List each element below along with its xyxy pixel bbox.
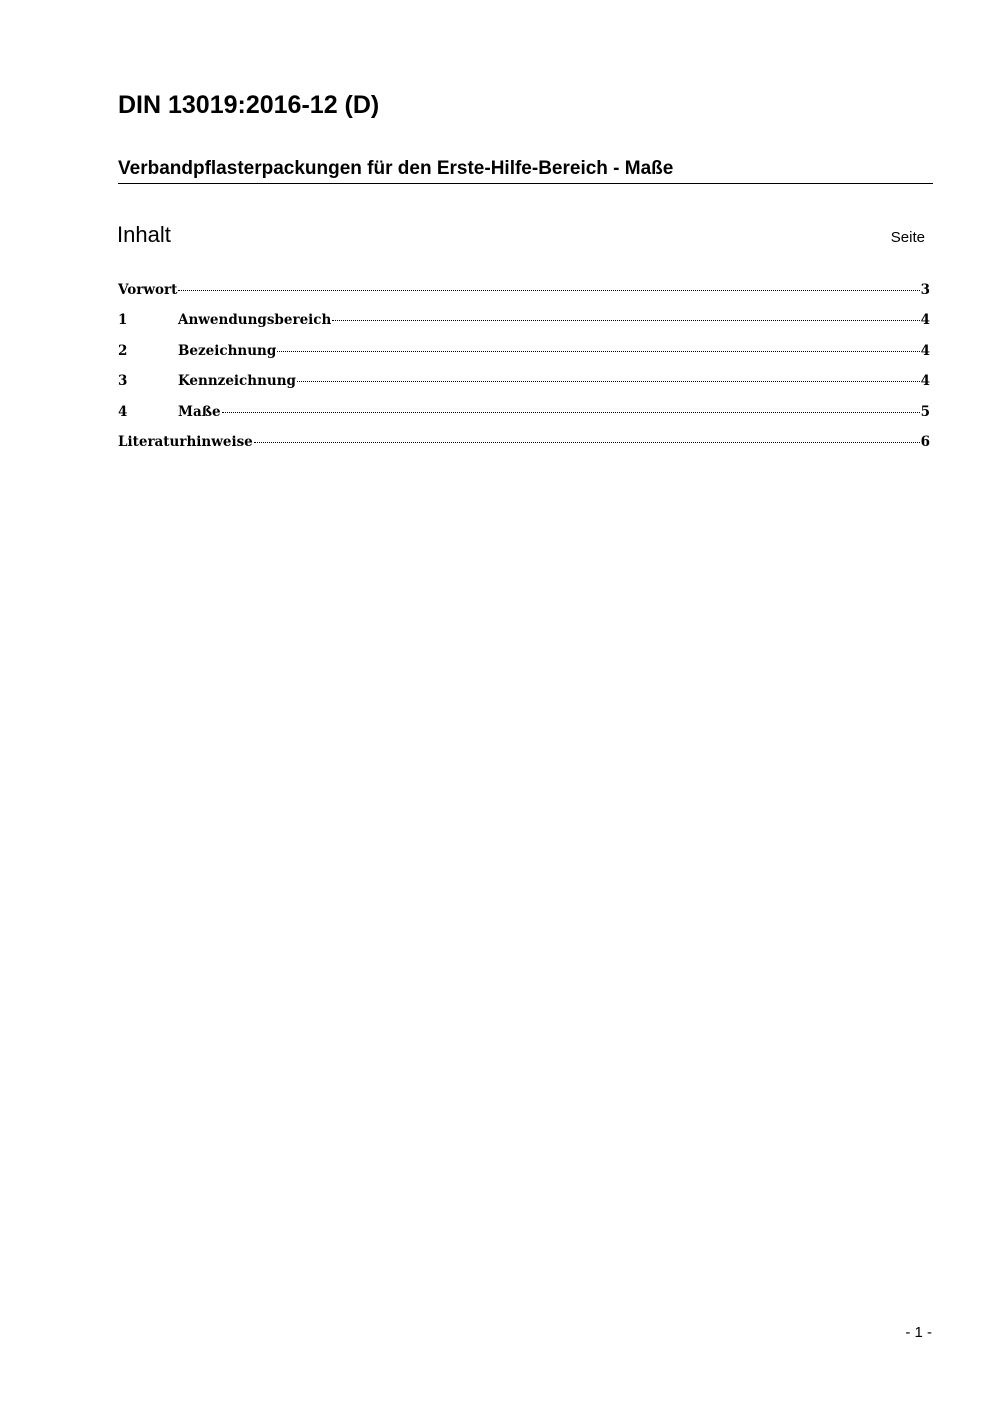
toc-entry-number: 4 <box>118 403 128 420</box>
toc-entry-bezeichnung[interactable] <box>118 340 930 370</box>
toc-entry-page: 4 <box>920 312 930 329</box>
toc-heading: Inhalt <box>117 222 171 247</box>
toc-entry-vorwort[interactable] <box>118 279 930 309</box>
toc-dot-leader <box>178 290 919 291</box>
toc-entry-page: 4 <box>920 342 930 359</box>
toc-entry-label: Kennzeichnung <box>178 373 296 390</box>
toc-dot-leader <box>254 442 920 443</box>
toc-entry-page: 4 <box>920 373 930 390</box>
toc-entry-kennzeichnung[interactable] <box>118 370 930 400</box>
document-title: Verbandpflasterpackungen für den Erste-Hilfe-Bereich - Maße <box>118 157 933 184</box>
toc-entry-anwendungsbereich[interactable] <box>118 309 930 339</box>
toc-dot-leader <box>332 320 919 321</box>
toc-entry-number: 2 <box>118 342 128 359</box>
toc-entry-literaturhinweise[interactable] <box>118 431 930 461</box>
toc-entry-masse[interactable] <box>118 401 930 431</box>
toc-entry-label: Maße <box>178 403 221 420</box>
toc-dot-leader <box>297 381 920 382</box>
toc-entry-page: 3 <box>920 282 930 298</box>
toc-dot-leader <box>222 412 920 413</box>
toc-entry-page: 5 <box>920 403 930 420</box>
table-of-contents <box>118 279 930 461</box>
toc-dot-leader <box>277 351 919 352</box>
toc-entry-number: 1 <box>118 312 128 329</box>
toc-page-column-label: Seite <box>890 229 925 246</box>
toc-entry-page: 6 <box>920 433 930 450</box>
toc-entry-label: Vorwort <box>118 282 178 298</box>
toc-entry-number: 3 <box>118 373 128 390</box>
footer-page-number: - 1 - <box>905 1324 932 1341</box>
toc-entry-label: Anwendungsbereich <box>178 312 332 329</box>
toc-entry-label: Literaturhinweise <box>118 433 253 450</box>
document-id: DIN 13019:2016-12 (D) <box>118 91 380 119</box>
toc-entry-label: Bezeichnung <box>178 342 277 359</box>
